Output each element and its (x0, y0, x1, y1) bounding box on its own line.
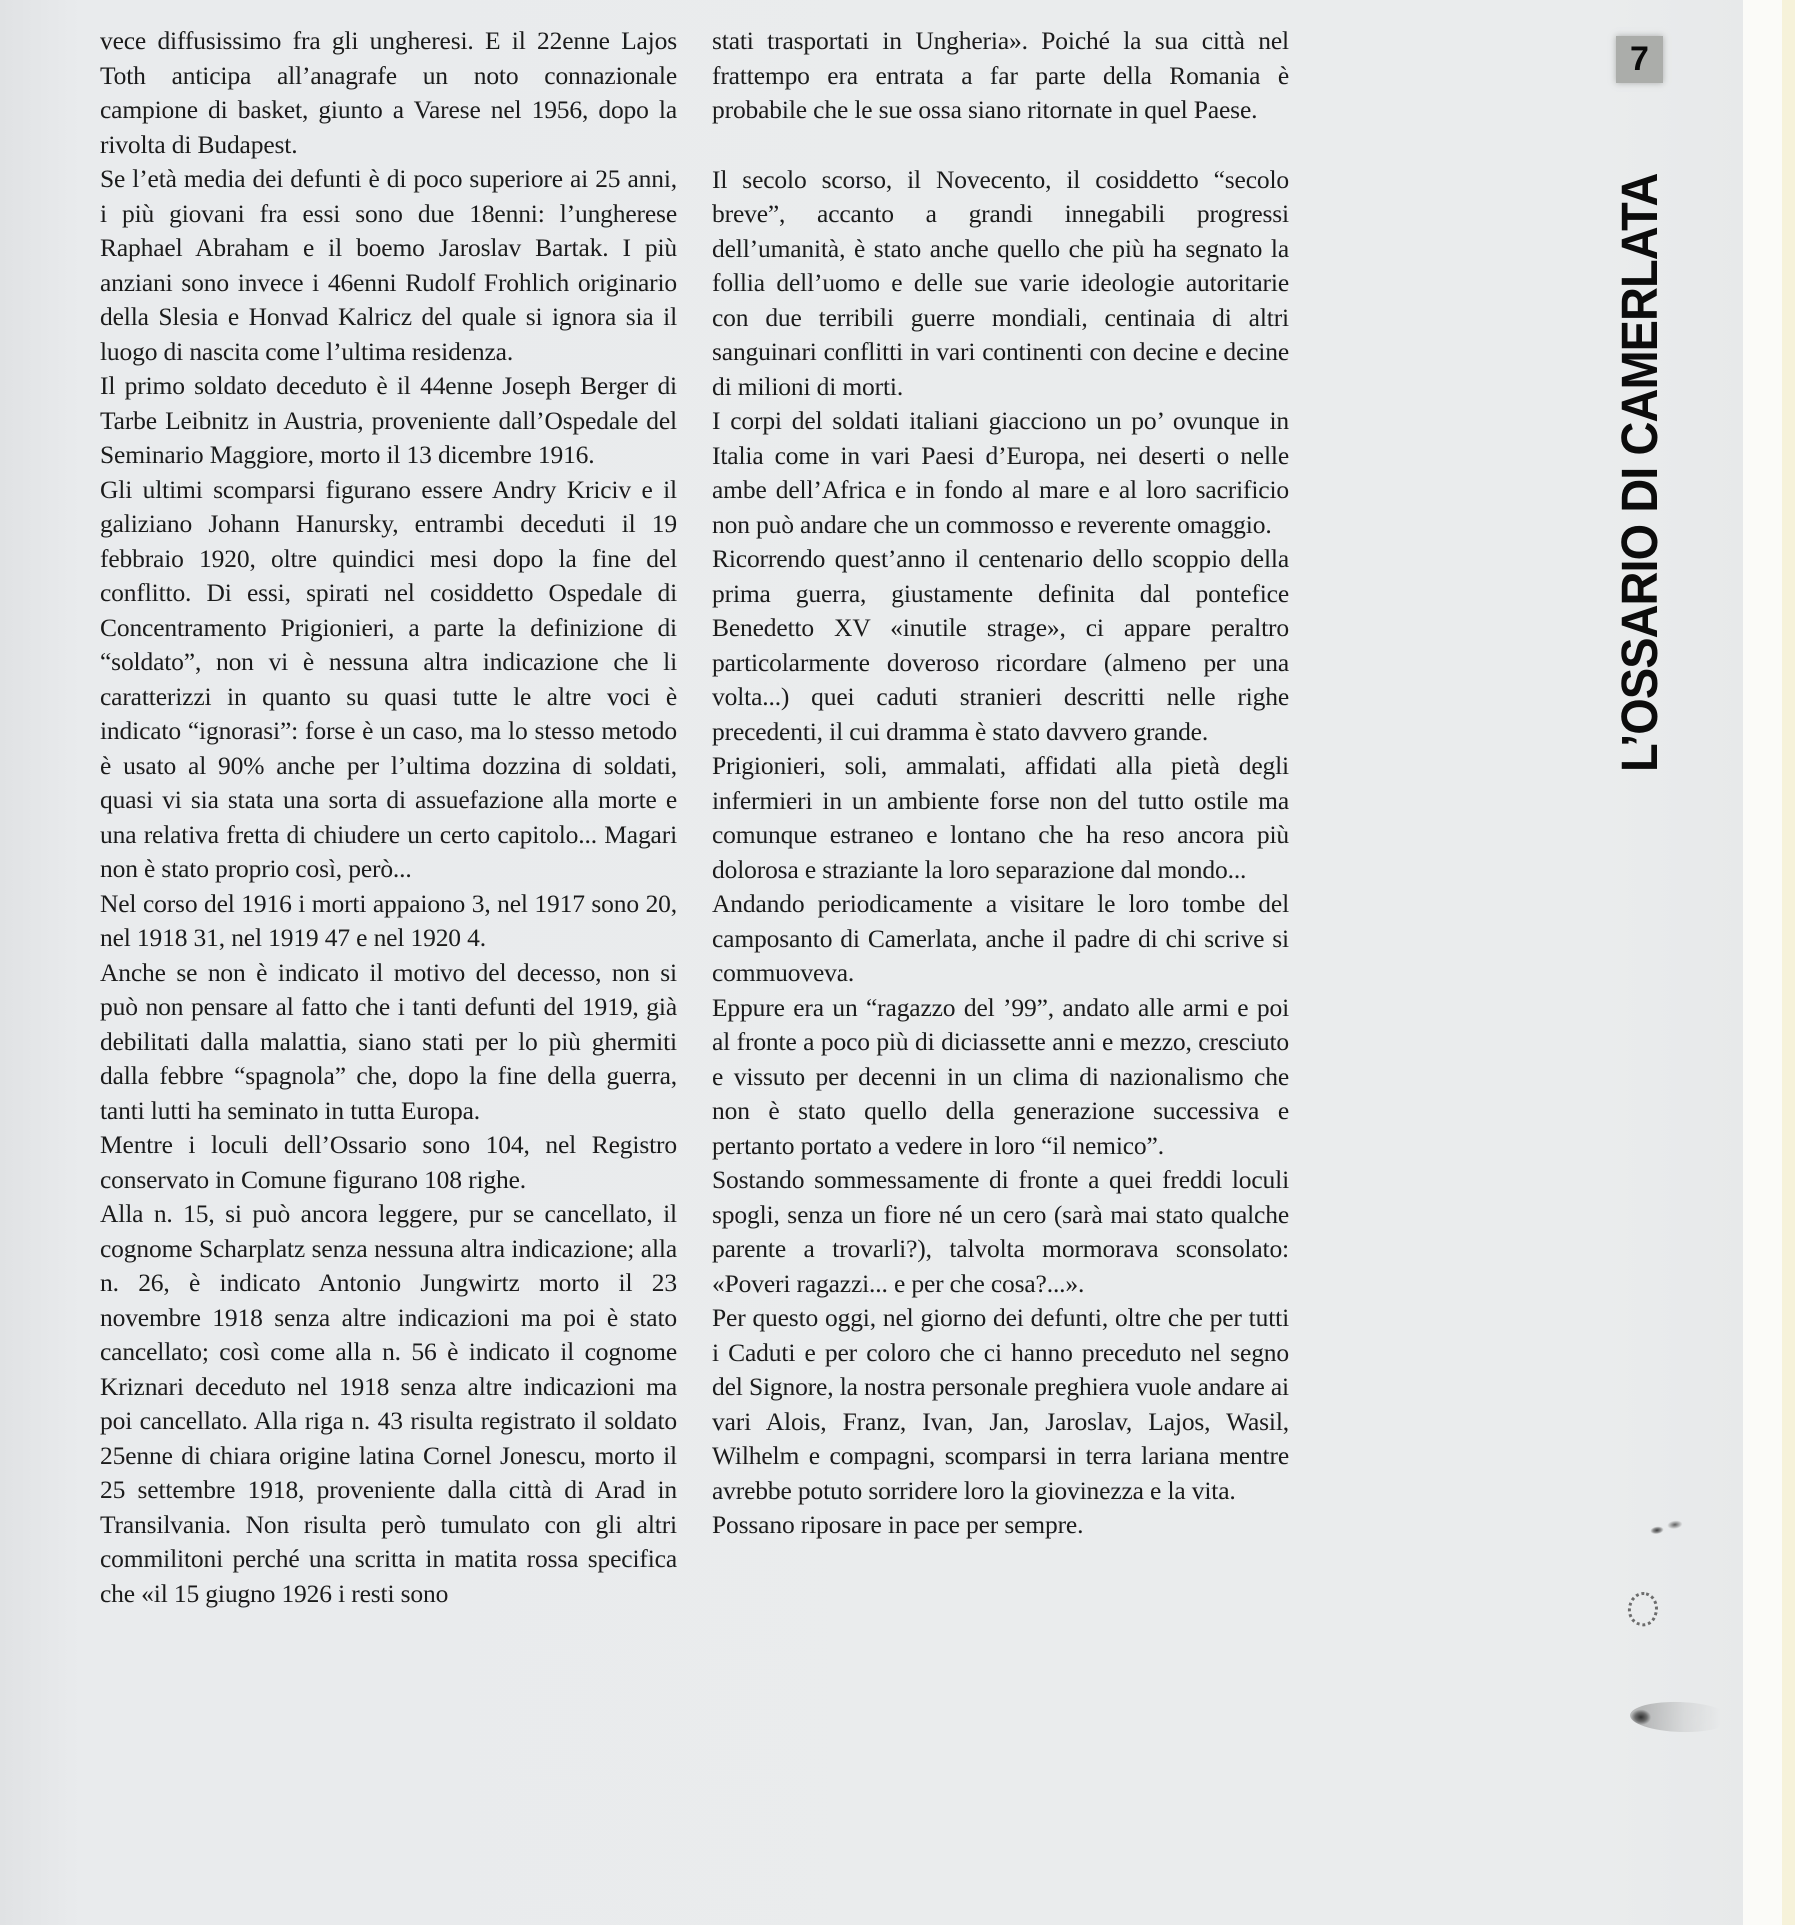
paragraph: Se l’età media dei defunti è di poco superiore ai 25 anni, i più giovani fra essi sono due 18enni: l’ungherese Raphael Abraham e il boemo Jaroslav Bartak. I più anziani sono invece i 46enni Rudolf Frohlich originario della Slesia e Honvad Kalricz del quale si ignora sia il luogo di nascita come l’ultima residenza. (100, 164, 677, 366)
paragraph: Per questo oggi, nel giorno dei defunti, oltre che per tutti i Caduti e per coloro che ci hanno preceduto nel segno del Signore, la nostra personale preghiera vuole andare ai vari Alois, Franz, Ivan, Jan, Jaroslav, Lajos, Wasil, Wilhelm e compagni, scomparsi in terra lariana mentre avrebbe potuto sorridere loro la giovinezza e la vita. (712, 1303, 1289, 1505)
ink-speck (1630, 1700, 1731, 1733)
paragraph: Alla n. 15, si può ancora leggere, pur se cancellato, il cognome Scharplatz senza nessuna altra indicazione; alla n. 26, è indicato Antonio Jungwirtz morto il 23 novembre 1918 senza altre indicazioni ma poi è stato cancellato; così come alla n. 56 è indicato il cognome Kriznari deceduto nel 1918 senza altre indicazioni ma poi cancellato. Alla riga n. 43 risulta registrato il soldato 25enne di chiara origine latina Cornel Jonescu, morto il 25 settembre 1918, proveniente dalla città di Arad in Transilvania. Non risulta però tumulato con gli altri commilitoni perché una scritta in matita rossa specifica che «il 15 giugno 1926 i resti sono (100, 1199, 677, 1608)
paragraph: Il secolo scorso, il Novecento, il cosiddetto “secolo breve”, accanto a grandi innegabili progressi dell’umanità, è stato anche quello che più ha segnato la follia dell’uomo e delle sue varie ideologie autoritarie con due terribili guerre mondiali, centinaia di altri sanguinari conflitti in vari continenti con decine e decine di milioni di morti. (712, 164, 1289, 401)
paragraph: Ricorrendo quest’anno il centenario dello scoppio della prima guerra, giustamente definita dal pontefice Benedetto XV «inutile strage», ci appare peraltro particolarmente doveroso ricordare (almeno per una volta...) quei caduti stranieri descritti nelle righe precedenti, il cui dramma è stato davvero grande. (712, 544, 1289, 746)
article-left-column (100, 24, 677, 1611)
paragraph: Mentre i loculi dell’Ossario sono 104, nel Registro conservato in Comune figurano 108 righe. (100, 1130, 677, 1194)
paragraph: Possano riposare in pace per sempre. (712, 1510, 1084, 1539)
sidebar-section-title: L’OSSARIO DI CAMERLATA (1611, 173, 1668, 772)
paragraph: Anche se non è indicato il motivo del decesso, non si può non pensare al fatto che i tanti defunti del 1919, già debilitati dalla malattia, siano stati per lo più ghermiti dalla febbre “spagnola” che, dopo la fine della guerra, tanti lutti ha seminato in tutta Europa. (100, 957, 677, 1125)
paragraph: Eppure era un “ragazzo del ’99”, andato alle armi e poi al fronte a poco più di diciassette anni e mezzo, cresciuto e vissuto per decenni in un clima di nazionalismo che non è stato quello della generazione successiva e pertanto portato a vedere in loro “il nemico”. (712, 992, 1289, 1160)
paragraph: Andando periodicamente a visitare le loro tombe del camposanto di Camerlata, anche il padre di chi scrive si commuoveva. (712, 889, 1289, 987)
page-number-badge (1616, 36, 1663, 83)
paragraph: Gli ultimi scomparsi figurano essere Andry Kriciv e il galiziano Johann Hanursky, entrambi deceduti il 19 febbraio 1920, oltre quindici mesi dopo la fine del conflitto. Di essi, spirati nel cosiddetto Ospedale di Concentramento Prigionieri, a parte la definizione di “soldato”, non vi è nessuna altra indicazione che li caratterizzi in quanto su quasi tutte le altre voci è indicato “ignorasi”: forse è un caso, ma lo stesso metodo è usato al 90% anche per l’ultima dozzina di soldati, quasi vi sia stata una sorta di assuefazione alla morte e una relativa fretta di chiudere un certo capitolo... Magari non è stato proprio così, però... (100, 474, 677, 883)
ink-speck (1624, 1589, 1661, 1629)
paper-edge-cream-strip (1782, 0, 1795, 1925)
paragraph: I corpi del soldati italiani giacciono un po’ ovunque in Italia come in vari Paesi d’Europa, nei deserti o nelle ambe dell’Africa e in fondo al mare e al loro sacrificio non può andare che un commosso e reverente omaggio. (712, 406, 1289, 539)
ink-speck (1644, 1515, 1688, 1541)
paragraph: vece diffusissimo fra gli ungheresi. E il 22enne Lajos Toth anticipa all’anagrafe un noto connazionale campione di basket, giunto a Varese nel 1956, dopo la rivolta di Budapest. (100, 26, 677, 159)
paragraph: Prigionieri, soli, ammalati, affidati alla pietà degli infermieri in un ambiente forse non del tutto ostile ma comunque estraneo e lontano che ha reso ancora più dolorosa e straziante la loro separazione dal mondo... (712, 751, 1289, 884)
paragraph: Il primo soldato deceduto è il 44enne Joseph Berger di Tarbe Leibnitz in Austria, proveniente dall’Ospedale del Seminario Maggiore, morto il 13 dicembre 1916. (100, 371, 677, 469)
page-number: 7 (1630, 40, 1649, 78)
paragraph: stati trasportati in Ungheria». Poiché la sua città nel frattempo era entrata a far parte della Romania è probabile che le sue ossa siano ritornate in quel Paese. (712, 26, 1289, 124)
paragraph: Sostando sommessamente di fronte a quei freddi loculi spogli, senza un fiore né un cero (sarà mai stato qualche parente a trovarli?), talvolta mormorava sconsolato: «Poveri ragazzi... e per che cosa?...». (712, 1165, 1289, 1298)
article-right-column (712, 24, 1289, 1543)
paragraph: Nel corso del 1916 i morti appaiono 3, nel 1917 sono 20, nel 1918 31, nel 1919 47 e nel 1920 4. (100, 888, 677, 952)
